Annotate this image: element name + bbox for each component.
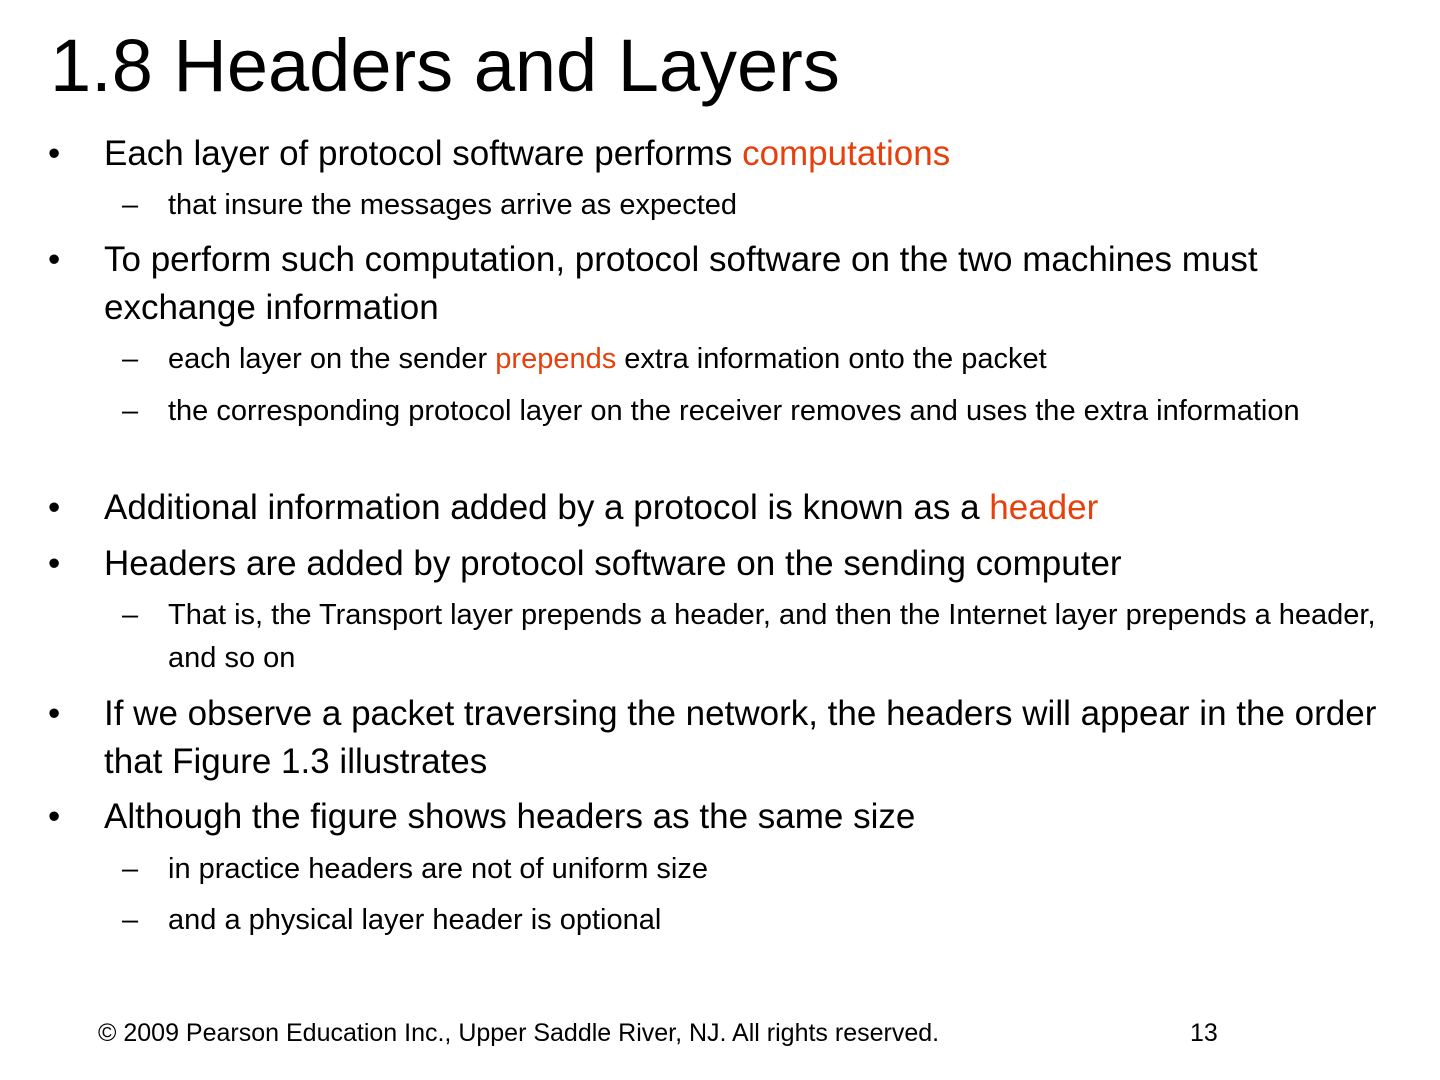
bullet-text: Although the figure shows headers as the same size	[104, 797, 916, 836]
bullet-marker: •	[48, 544, 61, 583]
sub-bullet-text: each layer on the sender	[168, 343, 496, 375]
sub-bullet-text: extra information onto the packet	[616, 343, 1047, 375]
bullet-item	[48, 690, 1404, 786]
sub-bullet-item	[122, 184, 1398, 227]
bullet-text: If we observe a packet traversing the network, the headers will appear in the order that Figure 1.3 illustrates	[104, 694, 1377, 781]
bullet-marker: •	[48, 240, 61, 279]
sub-bullet-text: the corresponding protocol layer on the receiver removes and uses the extra information	[168, 395, 1300, 427]
sub-bullet-marker: –	[122, 395, 139, 427]
bullet-marker: •	[48, 134, 61, 173]
sub-bullet-marker: –	[122, 599, 139, 631]
bullet-item	[48, 130, 1404, 178]
highlight-term: computations	[742, 134, 951, 173]
bullet-text: Headers are added by protocol software on the sending computer	[104, 544, 1122, 583]
bullet-item	[48, 793, 1404, 841]
bullet-item	[48, 236, 1404, 332]
highlight-term: prepends	[495, 343, 617, 375]
sub-bullet-marker: –	[122, 343, 139, 375]
sub-bullet-item	[122, 848, 1398, 891]
bullet-item	[48, 484, 1404, 532]
sub-bullet-text: that insure the messages arrive as expected	[168, 189, 738, 221]
sub-bullet-item	[122, 338, 1398, 381]
bullet-item	[48, 540, 1404, 588]
page-number: 13	[1190, 1019, 1218, 1047]
sub-bullet-item	[122, 390, 1398, 433]
sub-bullet-marker: –	[122, 189, 139, 221]
bullet-text: To perform such computation, protocol software on the two machines must exchange information	[104, 240, 1258, 327]
slide-title: 1.8 Headers and Layers	[50, 24, 840, 107]
footer-copyright: © 2009 Pearson Education Inc., Upper Saddle River, NJ. All rights reserved.	[98, 1019, 940, 1047]
sub-bullet-text: in practice headers are not of uniform size	[168, 853, 708, 885]
bullet-text: Each layer of protocol software performs	[104, 134, 743, 173]
bullet-marker: •	[48, 694, 61, 733]
sub-bullet-text: and a physical layer header is optional	[168, 904, 662, 936]
sub-bullet-item	[122, 594, 1398, 680]
sub-bullet-marker: –	[122, 904, 139, 936]
sub-bullet-item	[122, 899, 1398, 942]
sub-bullet-marker: –	[122, 853, 139, 885]
bullet-marker: •	[48, 797, 61, 836]
highlight-term: header	[989, 488, 1099, 527]
sub-bullet-text: That is, the Transport layer prepends a header, and then the Internet layer prepends a header, and so on	[168, 599, 1376, 674]
bullet-text: Additional information added by a protocol is known as a	[104, 488, 990, 527]
bullet-marker: •	[48, 488, 61, 527]
